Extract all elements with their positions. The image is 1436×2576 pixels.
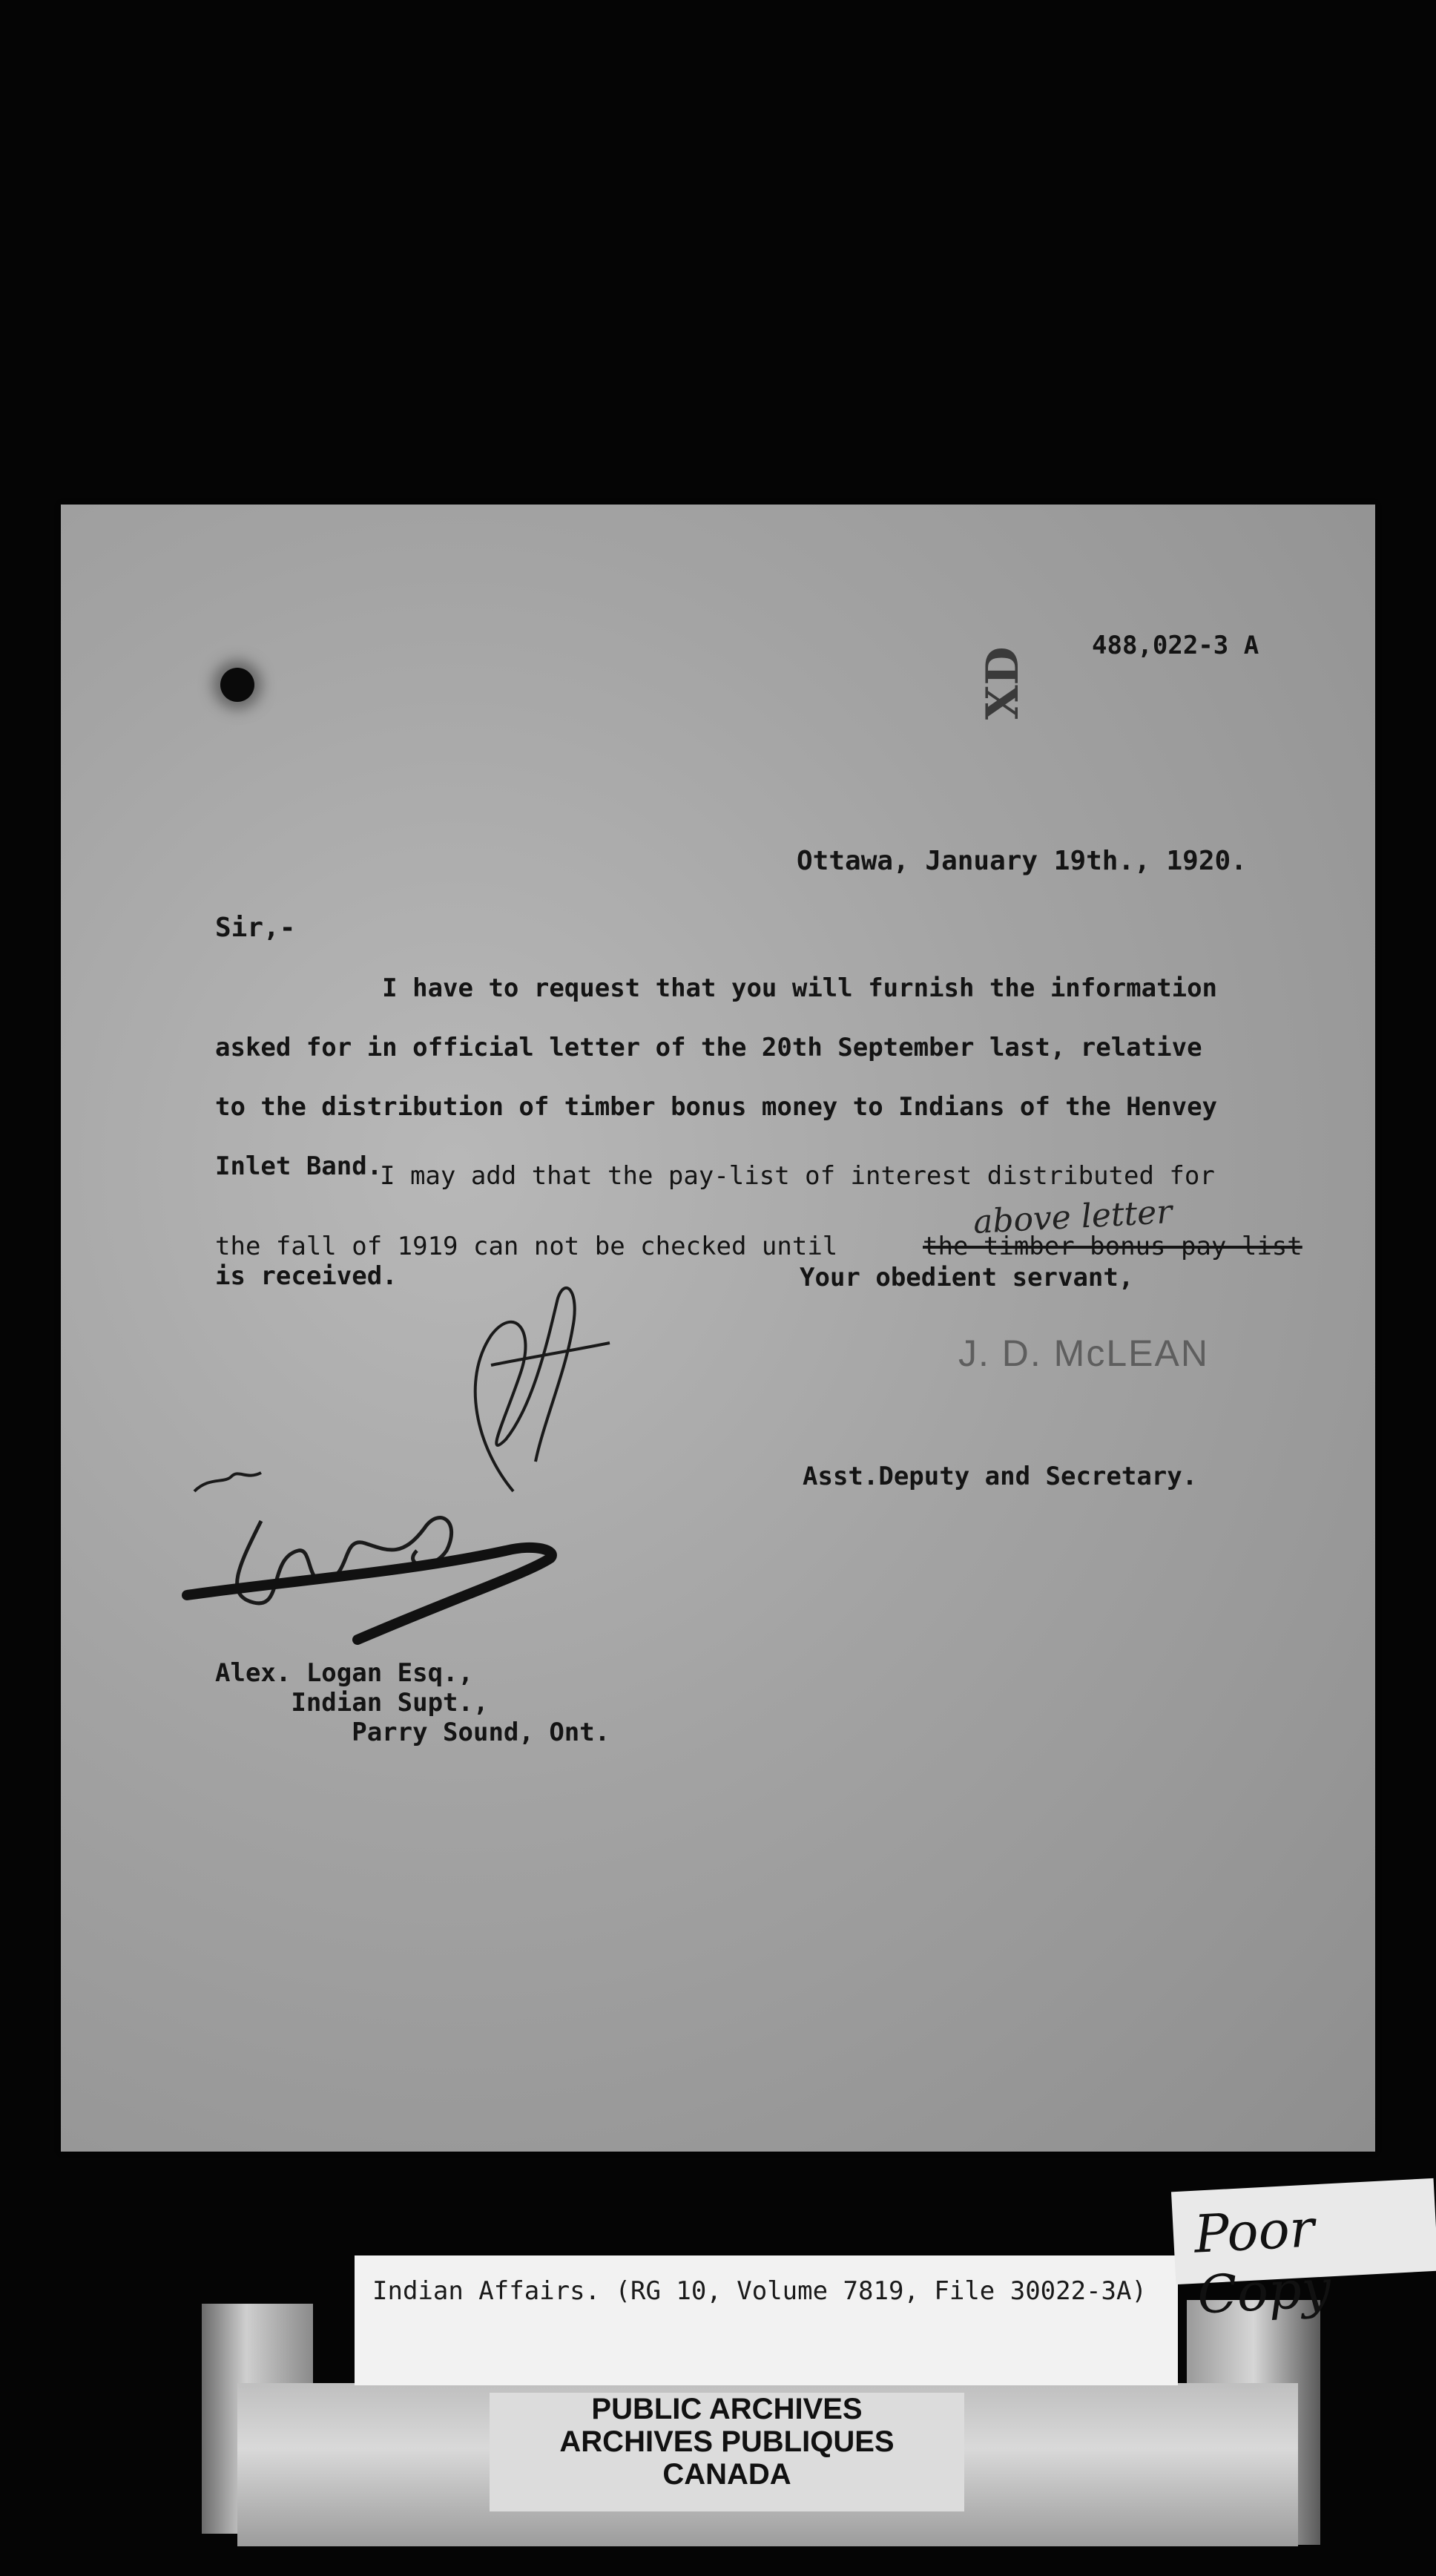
reference-label [355,2255,1178,2385]
punch-hole [220,668,254,702]
archives-line-2: ARCHIVES PUBLIQUES [559,2425,895,2458]
paragraph-1 [215,959,1217,1196]
addressee-line: Indian Supt., [215,1688,489,1718]
struck-through-text: the timber bonus pay-list [923,1232,1302,1261]
letter-page [61,505,1375,2152]
signatory-title: Asst.Deputy and Secretary. [803,1462,1198,1491]
paragraph-1-line: Inlet Band. [215,1151,383,1181]
salutation: Sir,- [215,913,296,943]
addressee-block [215,1658,610,1747]
paragraph-1-line: to the distribution of timber bonus money to Indians of the Henvey [215,1092,1218,1122]
poor-copy-text: Poor Copy [1192,2198,1333,2326]
addressee-line: Alex. Logan Esq., [215,1658,473,1688]
paragraph-2-line-3: is received. [215,1261,398,1291]
stamped-signature: J. D. McLEAN [958,1333,1209,1374]
paragraph-2-line-1: I may add that the pay-list of interest distributed for [380,1161,1215,1191]
paragraph-1-line: asked for in official letter of the 20th September last, relative [215,1033,1202,1062]
closing: Your obedient servant, [800,1263,1134,1292]
archives-stamp [490,2393,964,2511]
poor-copy-tag [1171,2178,1436,2326]
letter-date: Ottawa, January 19th., 1920. [797,846,1247,876]
archives-line-3: CANADA [662,2458,791,2491]
paragraph-2-line-2: the fall of 1919 can not be checked until [215,1232,838,1261]
handwritten-insertion: above letter [972,1193,1173,1241]
paragraph-1-line: I have to request that you will furnish the information [215,973,1218,1003]
handwritten-signature [180,1447,595,1669]
xd-margin-stamp: XD [977,646,1029,720]
file-number: 488,022-3 A [1092,631,1259,660]
reference-text: Indian Affairs. (RG 10, Volume 7819, File 30022-3A) [372,2276,1147,2306]
archives-line-1: PUBLIC ARCHIVES [591,2393,863,2425]
addressee-line: Parry Sound, Ont. [215,1718,610,1747]
